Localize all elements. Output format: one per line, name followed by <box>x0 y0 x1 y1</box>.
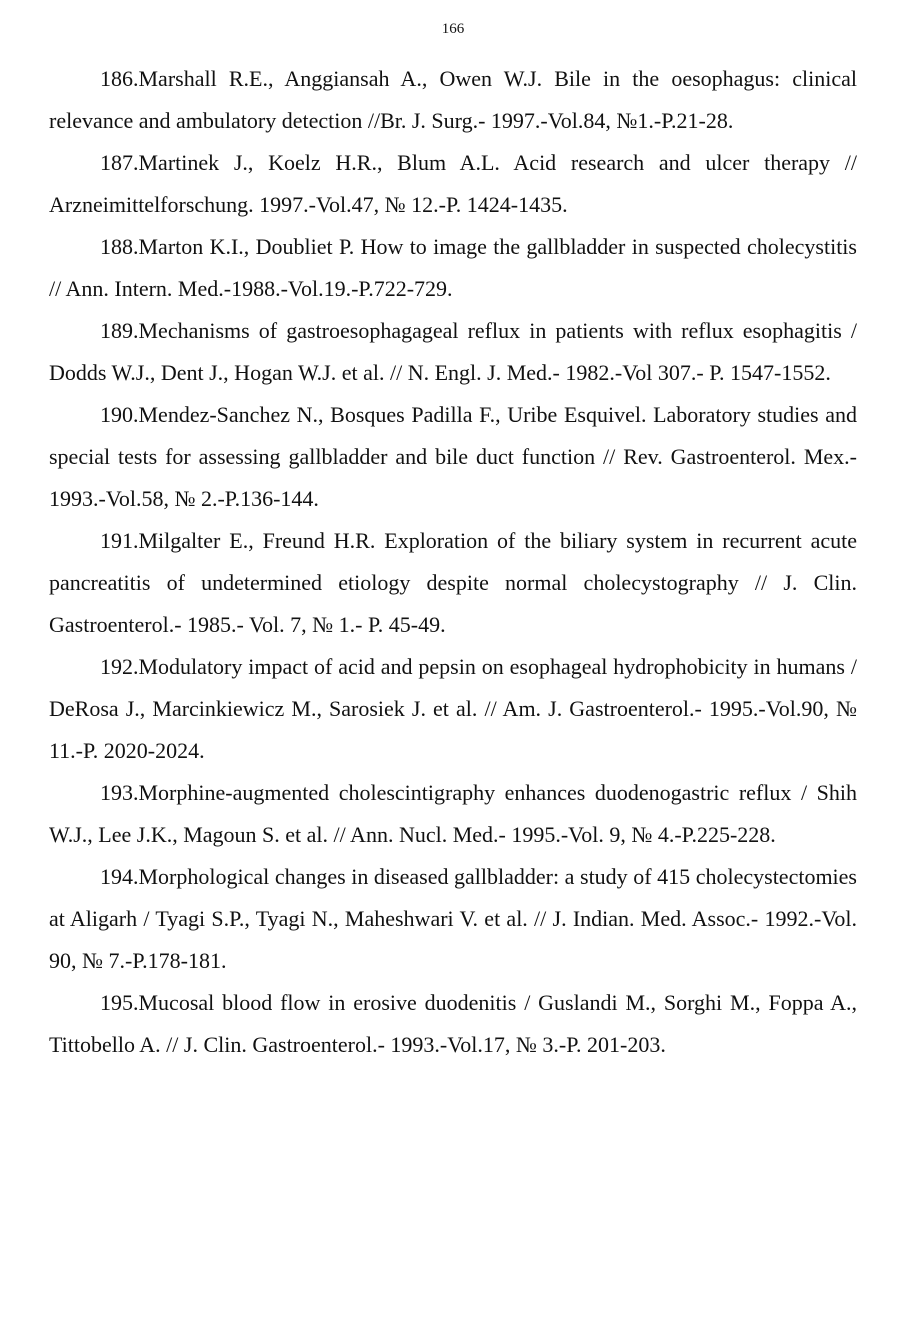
reference-text: Mucosal blood flow in erosive duodenitis / Guslandi M., Sorghi M., Foppa A., Tittobello A. // J. Clin. Gastroenterol.- 1993.-Vol.17, № 3.-P. 201-203. <box>49 990 857 1057</box>
reference-text: Morphological changes in diseased gallbladder: a study of 415 cholecystectomies at Aligarh / Tyagi S.P., Tyagi N., Maheshwari V. et al. // J. Indian. Med. Assoc.- 1992.-Vol. 90, № 7.-P.178-181. <box>49 864 857 973</box>
reference-item <box>49 646 857 772</box>
reference-text: Milgalter E., Freund H.R. Exploration of the biliary system in recurrent acute pancreatitis of undetermined etiology despite normal cholecystography // J. Clin. Gastroenterol.- 1985.- Vol. 7, № 1.- P. 45-49. <box>49 528 857 637</box>
reference-text: Morphine-augmented cholescintigraphy enhances duodenogastric reflux / Shih W.J., Lee J.K., Magoun S. et al. // Ann. Nucl. Med.- 1995.-Vol. 9, № 4.-P.225-228. <box>49 780 857 847</box>
reference-text: Martinek J., Koelz H.R., Blum A.L. Acid research and ulcer therapy // Arzneimittelforschung. 1997.-Vol.47, № 12.-P. 1424-1435. <box>49 150 857 217</box>
reference-item <box>49 982 857 1066</box>
reference-item <box>49 856 857 982</box>
reference-list <box>49 58 857 1066</box>
reference-text: Mechanisms of gastroesophagageal reflux in patients with reflux esophagitis / Dodds W.J., Dent J., Hogan W.J. et al. // N. Engl. J. Med.- 1982.-Vol 307.- P. 1547-1552. <box>49 318 857 385</box>
reference-item <box>49 772 857 856</box>
reference-number: 186. <box>100 66 139 91</box>
reference-number: 188. <box>100 234 139 259</box>
reference-item <box>49 142 857 226</box>
reference-item <box>49 394 857 520</box>
reference-text: Mendez-Sanchez N., Bosques Padilla F., Uribe Esquivel. Laboratory studies and special tests for assessing gallbladder and bile duct function // Rev. Gastroenterol. Mex.- 1993.-Vol.58, № 2.-P.136-144. <box>49 402 857 511</box>
reference-item <box>49 226 857 310</box>
reference-text: Modulatory impact of acid and pepsin on esophageal hydrophobicity in humans / DeRosa J., Marcinkiewicz M., Sarosiek J. et al. // Am. J. Gastroenterol.- 1995.-Vol.90, № 11.-P. 2020-2024. <box>49 654 857 763</box>
reference-number: 195. <box>100 990 139 1015</box>
reference-number: 189. <box>100 318 139 343</box>
reference-item <box>49 310 857 394</box>
reference-number: 187. <box>100 150 139 175</box>
reference-number: 194. <box>100 864 139 889</box>
reference-item <box>49 520 857 646</box>
reference-number: 193. <box>100 780 139 805</box>
reference-text: Marshall R.E., Anggiansah A., Owen W.J. Bile in the oesophagus: clinical relevance and ambulatory detection //Br. J. Surg.- 1997.-Vol.84, №1.-P.21-28. <box>49 66 857 133</box>
reference-item <box>49 58 857 142</box>
reference-text: Marton K.I., Doubliet P. How to image the gallbladder in suspected cholecystitis // Ann. Intern. Med.-1988.-Vol.19.-P.722-729. <box>49 234 857 301</box>
reference-number: 190. <box>100 402 139 427</box>
page-number: 166 <box>441 21 465 37</box>
reference-number: 191. <box>100 528 139 553</box>
reference-number: 192. <box>100 654 139 679</box>
